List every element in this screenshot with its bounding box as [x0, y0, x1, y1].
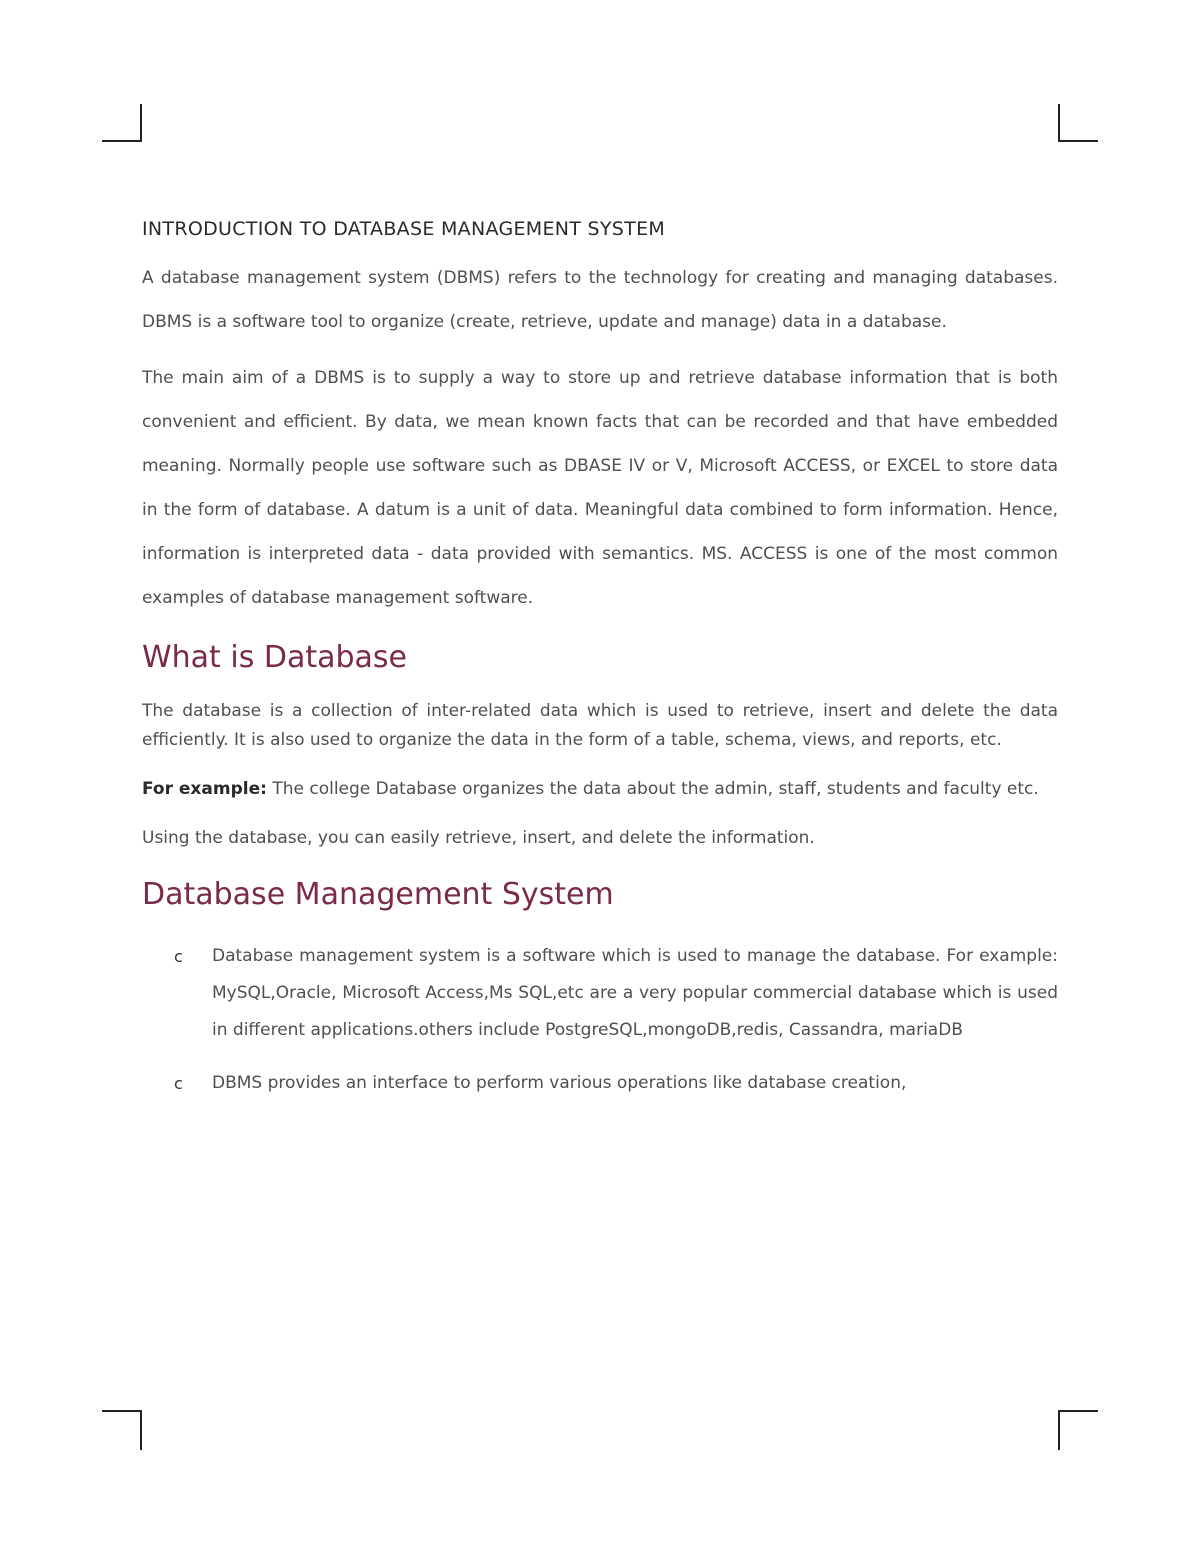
- intro-paragraph-1: A database management system (DBMS) refers to the technology for creating and managing databases. DBMS is a software tool to organize (create, retrieve, update and manage) data in a database.: [142, 268, 1058, 332]
- section-heading-database: What is Database: [142, 640, 408, 675]
- bullet-text: DBMS provides an interface to perform various operations like database creation,: [212, 1073, 907, 1093]
- bullet-icon: c: [174, 1074, 183, 1093]
- section-heading-dbms: Database Management System: [142, 877, 614, 912]
- crop-mark-top-left: [102, 104, 142, 142]
- example-label: For example:: [142, 779, 267, 799]
- crop-mark-top-right: [1058, 104, 1098, 142]
- database-example-paragraph: [142, 775, 1058, 804]
- example-text: The college Database organizes the data about the admin, staff, students and faculty etc.: [266, 779, 1039, 799]
- database-usage-paragraph: Using the database, you can easily retrieve, insert, and delete the information.: [142, 828, 815, 848]
- list-item: [142, 938, 1058, 1049]
- page-content: [142, 218, 1058, 1118]
- bullet-icon: c: [174, 947, 183, 966]
- intro-paragraph-2: The main aim of a DBMS is to supply a way to store up and retrieve database information that is both convenient and efficient. By data, we mean known facts that can be recorded and that have embedded meaning. Normally people use software such as DBASE IV or V, Microsoft ACCESS, or EXCEL to store data in the form of database. A datum is a unit of data. Meaningful data combined to form information. Hence, information is interpreted data - data provided with semantics. MS. ACCESS is one of the most common examples of database management software.: [142, 368, 1058, 608]
- bullet-text: Database management system is a software which is used to manage the database. For example: MySQL,Oracle, Microsoft Access,Ms SQL,etc are a very popular commercial database which is used in different applications.others include PostgreSQL,mongoDB,redis, Cassandra, mariaDB: [212, 946, 1058, 1040]
- crop-mark-bottom-left: [102, 1410, 142, 1450]
- dbms-bullet-list: [142, 938, 1058, 1102]
- crop-mark-bottom-right: [1058, 1410, 1098, 1450]
- document-title: INTRODUCTION TO DATABASE MANAGEMENT SYSTEM: [142, 218, 666, 240]
- database-definition-paragraph: The database is a collection of inter-related data which is used to retrieve, insert and delete the data efficiently. It is also used to organize the data in the form of a table, schema, views, and reports, etc.: [142, 701, 1058, 750]
- list-item: [142, 1065, 1058, 1102]
